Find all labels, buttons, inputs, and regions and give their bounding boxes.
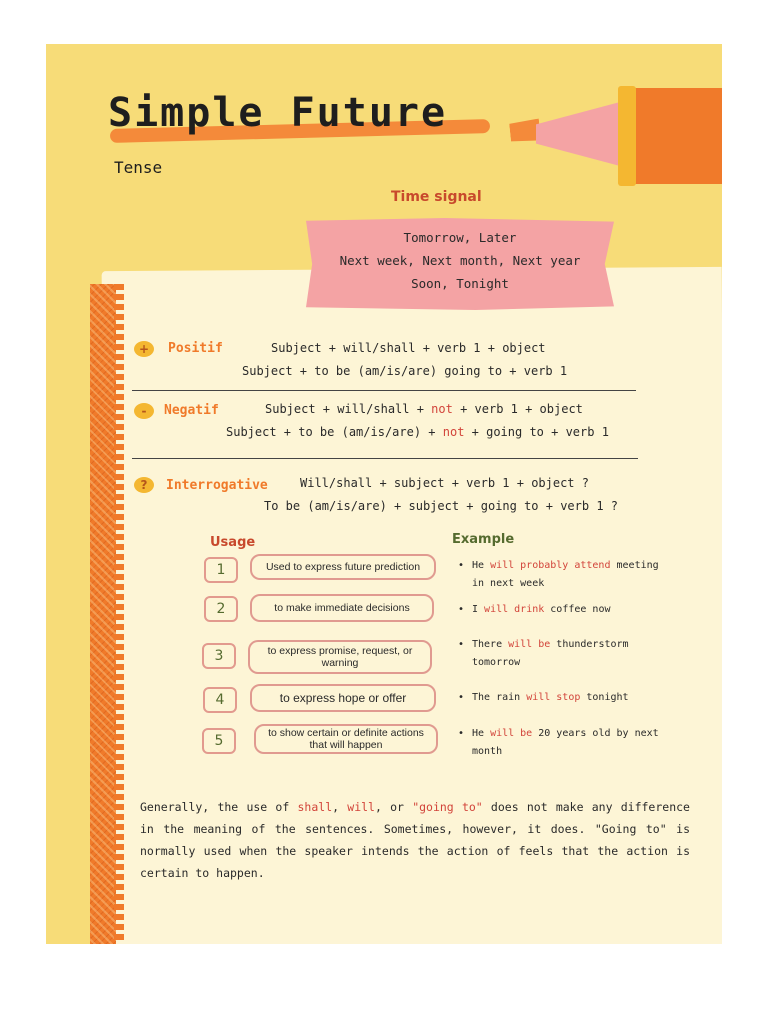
positif-label: Positif [168,341,223,356]
positif-formula-2: Subject + to be (am/is/are) going to + verb 1 [242,364,568,378]
usage-number-5: 5 [202,728,236,754]
usage-number-4: 4 [203,687,237,713]
usage-item-1: Used to express future prediction [250,554,436,580]
example-item-2: • I will drink coffee now [458,604,611,615]
interrogative-formula-1: Will/shall + subject + verb 1 + object ? [300,476,589,490]
highlighter-marker-icon [506,86,722,186]
page-subtitle: Tense [114,158,163,177]
example-item-3: • There will be thunderstorm tomorrow [458,639,629,668]
divider [132,390,636,391]
worksheet [46,44,722,944]
divider [132,458,638,459]
usage-item-3: to express promise, request, or warning [248,640,432,674]
usage-number-2: 2 [204,596,238,622]
usage-item-4: to express hope or offer [250,684,436,712]
minus-icon: - [134,403,154,419]
time-signal-label: Time signal [391,189,482,205]
usage-number-3: 3 [202,643,236,669]
decorative-orange-strip [90,284,116,944]
example-item-1: • He will probably attend meeting in next week [458,560,659,589]
interrogative-label: Interrogative [166,478,268,493]
time-signal-line-1: Tomorrow, Later [403,230,517,245]
time-signal-line-2: Next week, Next month, Next year [339,253,581,268]
negatif-label: Negatif [164,403,219,418]
positif-formula-1: Subject + will/shall + verb 1 + object [271,341,546,355]
usage-item-2: to make immediate decisions [250,594,434,622]
time-signal-line-3: Soon, Tonight [411,276,509,291]
usage-header: Usage [210,535,256,550]
interrogative-formula-2: To be (am/is/are) + subject + going to + verb 1 ? [264,499,619,513]
plus-icon: + [134,341,154,357]
negatif-formula-1: Subject + will/shall + not + verb 1 + object [265,402,583,416]
usage-item-5: to show certain or definite actions that will happen [254,724,438,754]
example-item-5: • He will be 20 years old by next month [458,728,659,757]
explanation-paragraph: Generally, the use of shall, will, or "going to" does not make any difference in the meaning of the sentences. Sometimes, however, it does. "Going to" is normally used when the speaker intends the action of feels that the action is certain to happen. [140,800,690,880]
example-header: Example [452,532,515,547]
negatif-formula-2: Subject + to be (am/is/are) + not + going to + verb 1 [226,425,609,439]
usage-number-1: 1 [204,557,238,583]
page-title: Simple Future [108,90,448,136]
example-item-4: • The rain will stop tonight [458,692,629,703]
question-icon: ? [134,477,154,493]
